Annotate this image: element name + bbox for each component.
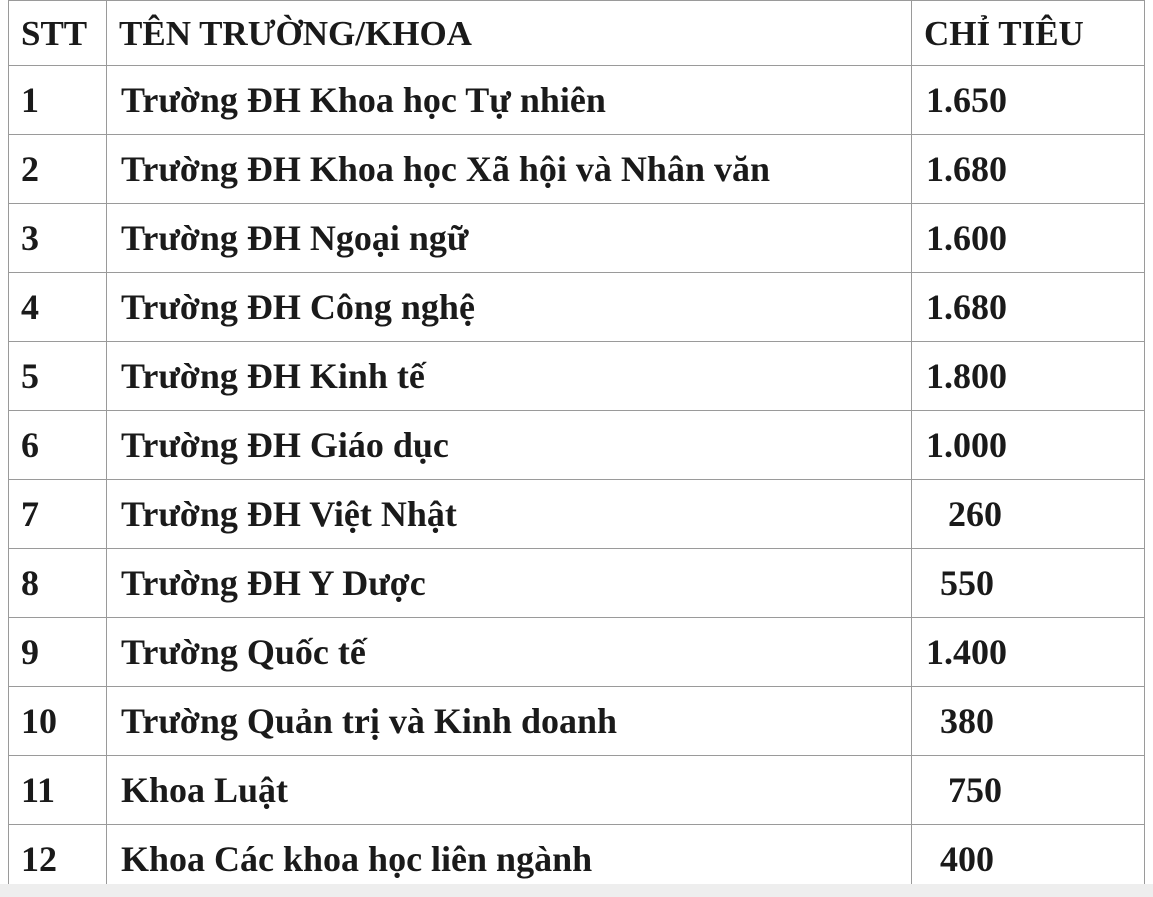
row-stt: 4: [9, 273, 107, 342]
row-quota: 1.400: [912, 618, 1145, 687]
bottom-strip: [0, 884, 1153, 897]
row-name: Trường Quản trị và Kinh doanh: [107, 687, 912, 756]
row-quota: 1.000: [912, 411, 1145, 480]
header-quota: CHỈ TIÊU: [912, 1, 1145, 66]
table-row: [9, 756, 1145, 825]
row-name: Trường ĐH Công nghệ: [107, 273, 912, 342]
row-name: Trường ĐH Giáo dục: [107, 411, 912, 480]
row-stt: 7: [9, 480, 107, 549]
row-quota: 550: [912, 549, 1145, 618]
row-quota: 1.800: [912, 342, 1145, 411]
row-stt: 9: [9, 618, 107, 687]
row-stt: 2: [9, 135, 107, 204]
table-row: [9, 204, 1145, 273]
row-quota: 1.680: [912, 273, 1145, 342]
table-header: [9, 1, 1145, 66]
header-row: [9, 1, 1145, 66]
row-stt: 5: [9, 342, 107, 411]
table-row: [9, 411, 1145, 480]
row-stt: 8: [9, 549, 107, 618]
table-row: [9, 687, 1145, 756]
table-row: [9, 273, 1145, 342]
row-stt: 10: [9, 687, 107, 756]
table-row: [9, 618, 1145, 687]
row-name: Trường Quốc tế: [107, 618, 912, 687]
row-quota: 380: [912, 687, 1145, 756]
row-quota: 1.600: [912, 204, 1145, 273]
table-row: [9, 480, 1145, 549]
row-quota: 260: [912, 480, 1145, 549]
admission-quota-table: [8, 0, 1145, 894]
header-name: TÊN TRƯỜNG/KHOA: [107, 1, 912, 66]
row-stt: 1: [9, 66, 107, 135]
row-quota: 750: [912, 756, 1145, 825]
row-name: Trường ĐH Kinh tế: [107, 342, 912, 411]
row-name: Trường ĐH Khoa học Xã hội và Nhân văn: [107, 135, 912, 204]
row-name: Khoa Luật: [107, 756, 912, 825]
table-row: [9, 135, 1145, 204]
table-row: [9, 549, 1145, 618]
row-quota: 1.650: [912, 66, 1145, 135]
row-name: Trường ĐH Việt Nhật: [107, 480, 912, 549]
table-body: [9, 66, 1145, 894]
row-name: Khoa Các khoa học liên ngành: [107, 825, 912, 894]
table-row: [9, 66, 1145, 135]
row-quota: 1.680: [912, 135, 1145, 204]
header-stt: STT: [9, 1, 107, 66]
row-name: Trường ĐH Khoa học Tự nhiên: [107, 66, 912, 135]
row-name: Trường ĐH Ngoại ngữ: [107, 204, 912, 273]
row-stt: 11: [9, 756, 107, 825]
row-stt: 3: [9, 204, 107, 273]
row-name: Trường ĐH Y Dược: [107, 549, 912, 618]
row-stt: 6: [9, 411, 107, 480]
table-row: [9, 342, 1145, 411]
row-stt: 12: [9, 825, 107, 894]
row-quota: 400: [912, 825, 1145, 894]
